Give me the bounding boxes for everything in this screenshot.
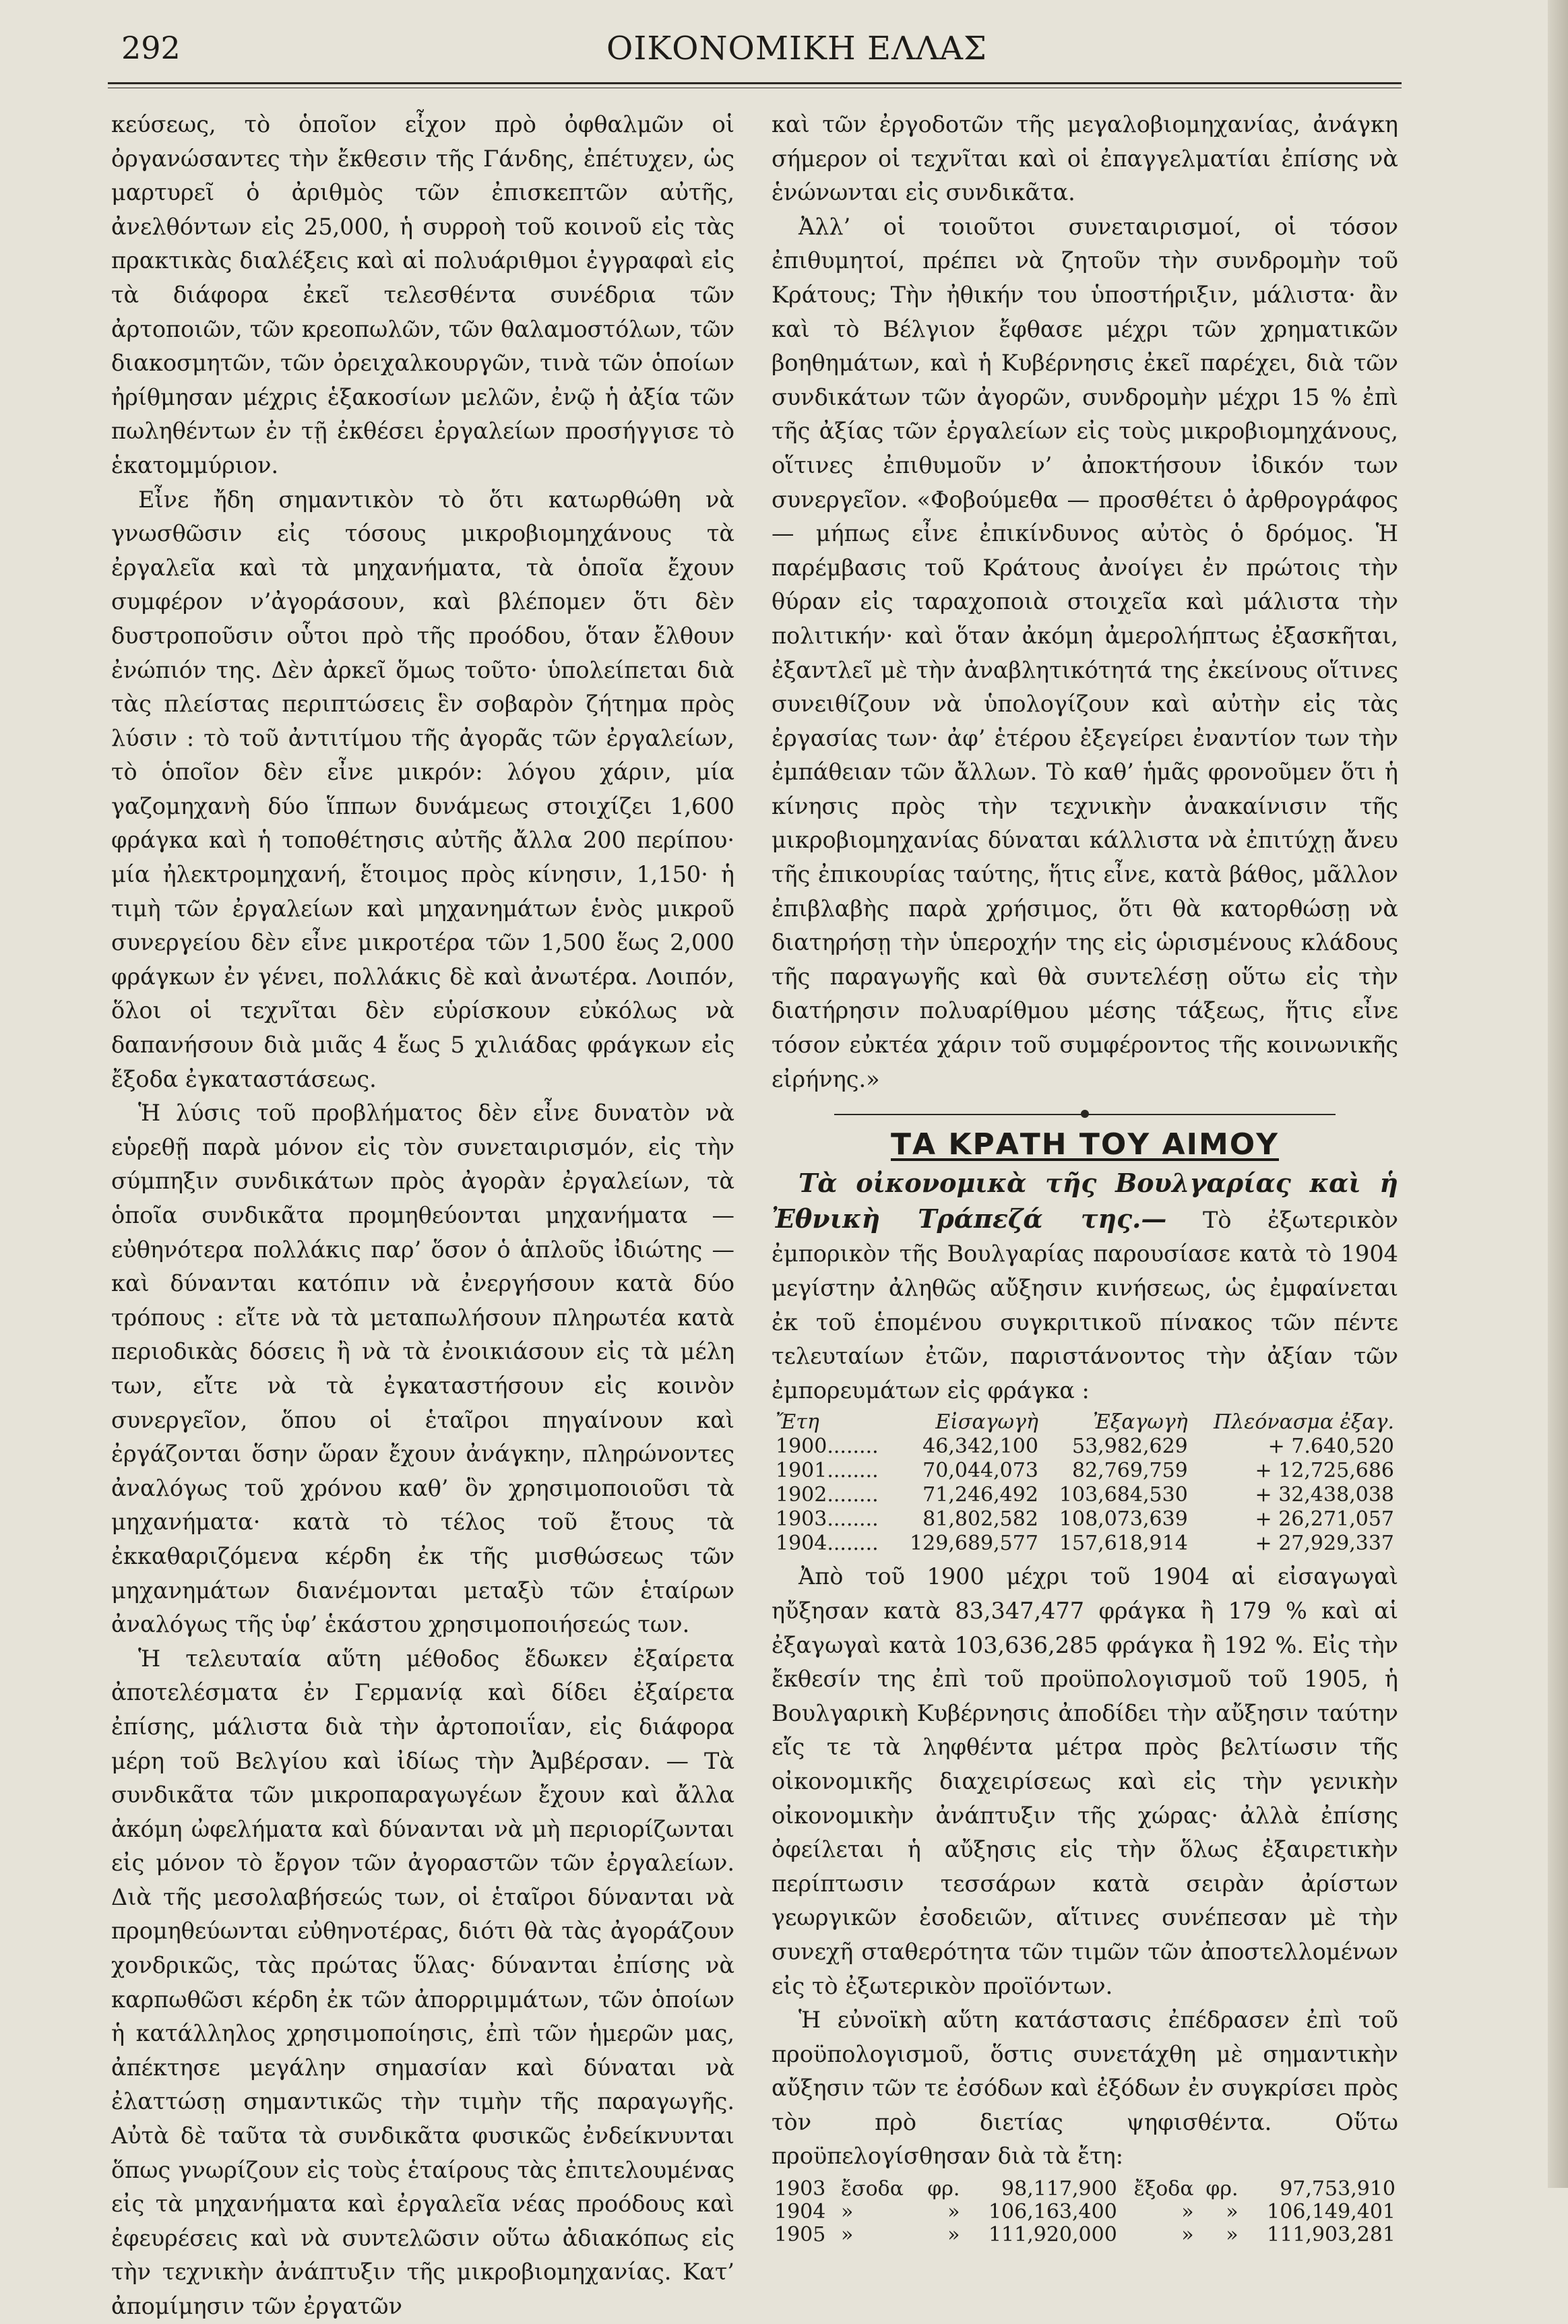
table-cell: 106,163,400 xyxy=(988,2200,1117,2224)
table-row xyxy=(772,1483,1398,1507)
table-cell: + 27,929,337 xyxy=(1255,1532,1394,1556)
table-cell: » xyxy=(1181,2223,1194,2247)
table-cell: 81,802,582 xyxy=(922,1507,1038,1532)
table-row xyxy=(772,1507,1398,1532)
table-cell: ἔξοδα xyxy=(1133,2177,1194,2201)
table-cell: 70,044,073 xyxy=(922,1459,1038,1483)
page-edge-shadow xyxy=(1548,0,1568,2188)
paragraph: κεύσεως, τὸ ὁποῖον εἶχον πρὸ ὀφθαλμῶν οἱ ὀργανώσαντες τὴν ἔκθεσιν τῆς Γάνδης, ἐπέτυχεν, ὡς μαρτυρεῖ ὁ ἀριθμὸς τῶν ἐπισκεπτῶν αὐτῆς, ἀνελθόντων εἰς 25,000, ἡ συρροὴ τοῦ κοινοῦ εἰς τὰς πρακτικὰς διαλέξεις καὶ αἱ πολυάριθμοι ἐγγραφαὶ εἰς τὰ διάφορα ἐκεῖ τελεσθέντα συνέδρια τῶν ἀρτοποιῶν, τῶν κρεοπωλῶν, τῶν θαλαμοστόλων, τῶν διακοσμητῶν, τῶν ὀρειχαλκουργῶν, τινὰ τῶν ὁποίων ἠρίθμησαν μέχρις ἑξακοσίων μελῶν, ἐνῷ ἡ ἀξία τῶν πωληθέντων ἐν τῇ ἐκθέσει ἐργαλείων προσήγγισε τὸ ἑκατομμύριον. xyxy=(111,111,734,478)
table-row xyxy=(772,2178,1398,2201)
table-cell: » xyxy=(841,2200,854,2224)
table-cell: + 26,271,057 xyxy=(1255,1507,1394,1532)
column-header: Εἰσαγωγὴ xyxy=(935,1410,1038,1435)
table-cell: 129,689,577 xyxy=(910,1532,1038,1556)
table-cell: 108,073,639 xyxy=(1059,1507,1188,1532)
table-cell: 1903 xyxy=(774,2177,826,2201)
table-row xyxy=(772,1435,1398,1459)
header-rule xyxy=(108,82,1402,84)
table-cell: 1901........ xyxy=(776,1459,879,1483)
paragraph: Ἀλλ’ οἱ τοιοῦτοι συνεταιρισμοί, οἱ τόσον ἐπιθυμητοί, πρέπει νὰ ζητοῦν τὴν συνδρομὴν τοῦ Κράτους; Τὴν ἠθικήν του ὑποστήριξιν, μάλιστα· ἂν καὶ τὸ Βέλγιον ἔφθασε μέχρι τῶν χρηματικῶν βοηθημάτων, καὶ ἡ Κυβέρνησις ἐκεῖ παρέχει, διὰ τῶν συνδικάτων τῶν ἀγορῶν, συνδρομὴν μέχρι 15 % ἐπὶ τῆς ἀξίας τῶν ἐργαλείων εἰς τοὺς μικροβιομηχάνους, οἵτινες ἐπιθυμοῦν ν’ ἀποκτήσουν ἰδικόν των συνεργεῖον. «Φοβούμεθα — προσθέτει ὁ ἀρθρογράφος — μήπως εἶνε ἐπικίνδυνος αὐτὸς ὁ δρόμος. Ἡ παρέμβασις τοῦ Κράτους ἀνοίγει ἐν πρώτοις τὴν θύραν εἰς ταραχοποιὰ στοιχεῖα καὶ μάλιστα τὴν πολιτικήν· καὶ ὅταν ἀκόμη ἀμερολήπτως ἐξασκῆται, ἐξαντλεῖ μὲ τὴν ἀναβλητικότητά της ἐκείνους οἵτινες συνειθίζουν νὰ ὑπολογίζουν καὶ αὐτὴν εἰς τὰς ἐργασίας των· ἀφ’ ἑτέρου ἐξεγείρει ἐναντίον των τὴν ἐμπάθειαν τῶν ἄλλων. Τὸ καθ’ ἡμᾶς φρονοῦμεν ὅτι ἡ κίνησις πρὸς τὴν τεχνικὴν ἀνακαίνισιν τῆς μικροβιομηχανίας δύναται κάλλιστα νὰ ἐπιτύχῃ ἄνευ τῆς ἐπικουρίας ταύτης, ἥτις εἶνε, κατὰ βάθος, μᾶλλον ἐπιβλαβὴς παρὰ χρήσιμος, ὅτι θὰ κατορθώσῃ νὰ διατηρήσῃ τὴν ὑπεροχήν της εἰς ὡρισμένους κλάδους τῆς παραγωγῆς καὶ θὰ συντελέσῃ οὕτω εἰς τὴν διατήρησιν πολυαρίθμου μέσης τάξεως, ἥτις εἶνε τόσον εὐκτέα χάριν τοῦ συμφέροντος τῆς κοινωνικῆς εἰρήνης.» xyxy=(772,213,1398,1092)
table-cell: » xyxy=(947,2223,960,2247)
table-cell: 1905 xyxy=(774,2223,826,2247)
table-cell: φρ. xyxy=(927,2177,960,2201)
table-row xyxy=(772,1532,1398,1556)
table-cell: 1902........ xyxy=(776,1483,879,1507)
paragraph: Εἶνε ἤδη σημαντικὸν τὸ ὅτι κατωρθώθη νὰ γνωσθῶσιν εἰς τόσους μικροβιομηχάνους τὰ ἐργαλεῖα καὶ τὰ μηχανήματα, τὰ ὁποῖα ἔχουν συμφέρον ν’ἀγοράσουν, καὶ βλέπομεν ὅτι δὲν δυστροποῦσιν οὗτοι πρὸ τῆς προόδου, ὅταν ἔλθουν ἐνώπιόν της. Δὲν ἀρκεῖ ὅμως τοῦτο· ὑπολείπεται διὰ τὰς πλείστας περιπτώσεις ἓν σοβαρὸν ζήτημα πρὸς λύσιν : τὸ τοῦ ἀντιτίμου τῆς ἀγορᾶς τῶν ἐργαλείων, τὸ ὁποῖον δὲν εἶνε μικρόν: λόγου χάριν, μία γαζομηχανὴ δύο ἵππων δυνάμεως στοιχίζει 1,600 φράγκα καὶ ἡ τοποθέτησις αὐτῆς ἄλλα 200 περίπου· μία ἠλεκτρομηχανή, ἕτοιμος πρὸς κίνησιν, 1,150· ἡ τιμὴ τῶν ἐργαλείων καὶ μηχανημάτων ἑνὸς μικροῦ συνεργείου δὲν εἶνε μικροτέρα τῶν 1,500 ἕως 2,000 φράγκων ἐν γένει, πολλάκις δὲ καὶ ἀνωτέρα. Λοιπόν, ὅλοι οἱ τεχνῖται δὲν εὑρίσκουν εὐκόλως νὰ δαπανήσουν διὰ μιᾶς 4 ἕως 5 χιλιάδας φράγκων εἰς ἔξοδα ἐγκαταστάσεως. xyxy=(111,486,734,1092)
table-cell: 157,618,914 xyxy=(1059,1532,1188,1556)
column-header: Ἔτη xyxy=(776,1410,819,1435)
table-cell: » xyxy=(1226,2200,1238,2224)
page-number: 292 xyxy=(121,30,181,66)
article-heading: Τὰ οἰκονομικὰ τῆς Βουλγαρίας καὶ ἡ Ἐθνικὴ Τράπεζά της.— xyxy=(772,1168,1398,1234)
table-cell: » xyxy=(1226,2223,1238,2247)
table-cell: 1903........ xyxy=(776,1507,879,1532)
table-cell: 111,903,281 xyxy=(1267,2223,1395,2247)
table-cell: 1904........ xyxy=(776,1532,879,1556)
table-cell: 103,684,530 xyxy=(1059,1483,1188,1507)
table-cell: » xyxy=(1181,2200,1194,2224)
trade-table xyxy=(772,1410,1398,1556)
table-row xyxy=(772,2224,1398,2247)
table-cell: 46,342,100 xyxy=(922,1435,1038,1459)
page-header xyxy=(121,30,1402,77)
table-header-row xyxy=(772,1410,1398,1435)
running-title: ΟΙΚΟΝΟΜΙΚΗ ΕΛΛΑΣ xyxy=(606,30,987,67)
table-cell: 111,920,000 xyxy=(988,2223,1117,2247)
article-intro: Τὸ ἐξωτερικὸν ἐμπορικὸν τῆς Βουλγαρίας παρουσίασε κατὰ τὸ 1904 μεγίστην ἀληθῶς αὔξησιν κινήσεως, ὡς ἐμφαίνεται ἐκ τοῦ ἑπομένου συγκριτικοῦ πίνακος τῶν πέντε τελευταίων ἐτῶν, παριστάνοντος τὴν ἀξίαν τῶν ἐμπορευμάτων εἰς φράγκα : xyxy=(772,1206,1398,1404)
table-cell: 1904 xyxy=(774,2200,826,2224)
table-cell: 53,982,629 xyxy=(1072,1435,1188,1459)
paragraph: Ἡ εὐνοϊκὴ αὕτη κατάστασις ἐπέδρασεν ἐπὶ τοῦ προϋπολογισμοῦ, ὅστις συνετάχθη μὲ σημαντικὴν αὔξησιν τῶν τε ἐσόδων καὶ ἐξόδων ἐν συγκρίσει πρὸς τὸν πρὸ διετίας ψηφισθέντα. Οὕτω προϋπελογίσθησαν διὰ τὰ ἔτη: xyxy=(772,2007,1398,2170)
table-row xyxy=(772,1459,1398,1483)
table-row xyxy=(772,2201,1398,2224)
table-cell: + 7.640,520 xyxy=(1267,1435,1394,1459)
section-divider xyxy=(772,1111,1398,1118)
table-cell: 97,753,910 xyxy=(1280,2177,1395,2201)
table-cell: » xyxy=(841,2223,854,2247)
section-title: ΤΑ ΚΡΑΤΗ ΤΟΥ ΑΙΜΟΥ xyxy=(890,1127,1279,1162)
table-cell: » xyxy=(947,2200,960,2224)
table-cell: 71,246,492 xyxy=(922,1483,1038,1507)
table-cell: 98,117,900 xyxy=(1001,2177,1117,2201)
table-cell: + 12,725,686 xyxy=(1255,1459,1394,1483)
column-header: Ἐξαγωγὴ xyxy=(1093,1410,1188,1435)
table-cell: 1900........ xyxy=(776,1435,879,1459)
table-cell: φρ. xyxy=(1205,2177,1238,2201)
budget-table xyxy=(772,2178,1398,2247)
column-header: Πλεόνασμα ἐξαγ. xyxy=(1214,1410,1394,1435)
paragraph: καὶ τῶν ἐργοδοτῶν τῆς μεγαλοβιομηχανίας, ἀνάγκη σήμερον οἱ τεχνῖται καὶ οἱ ἐπαγγελματίαι ἐπίσης νὰ ἑνώνωνται εἰς συνδικᾶτα. xyxy=(772,111,1398,206)
table-cell: ἔσοδα xyxy=(841,2177,904,2201)
paragraph: Ἡ λύσις τοῦ προβλήματος δὲν εἶνε δυνατὸν νὰ εὑρεθῇ παρὰ μόνον εἰς τὸν συνεταιρισμόν, εἰς τὴν σύμπηξιν συνδικάτων πρὸς ἀγορὰν ἐργαλείων, τὰ ὁποῖα συνδικᾶτα προμηθεύονται μηχανήματα — εὐθηνότερα πολλάκις παρ’ ὅσον ὁ ἁπλοῦς ἰδιώτης — καὶ δύνανται κατόπιν νὰ ἐνεργήσουν κατὰ δύο τρόπους : εἴτε νὰ τὰ μεταπωλήσουν πληρωτέα κατὰ περιοδικὰς δόσεις ἢ νὰ τὰ ἐνοικιάσουν εἰς τὰ μέλη των, εἴτε νὰ τὰ ἐγκαταστήσουν εἰς κοινὸν συνεργεῖον, ὅπου οἱ ἑταῖροι πηγαίνουν καὶ ἐργάζονται ὅσην ὥραν ἔχουν ἀνάγκην, πληρώνοντες ἀναλόγως τοῦ χρόνου καθ’ ὃν χρησιμοποιοῦσι τὰ μηχανήματα· κατὰ τὸ τέλος τοῦ ἔτους τὰ ἐκκαθαριζόμενα κέρδη ἐκ τῆς μισθώσεως τῶν μηχανημάτων διανέμονται μεταξὺ τῶν ἑταίρων ἀναλόγως τῆς ὑφ’ ἑκάστου χρησιμοποιήσεώς των. xyxy=(111,1100,734,1638)
table-cell: 82,769,759 xyxy=(1072,1459,1188,1483)
paragraph: Ἀπὸ τοῦ 1900 μέχρι τοῦ 1904 αἱ εἰσαγωγαὶ ηὔξησαν κατὰ 83,347,477 φράγκα ἢ 179 % καὶ αἱ ἐξαγωγαὶ κατὰ 103,636,285 φράγκα ἢ 192 %. Εἰς τὴν ἔκθεσίν της ἐπὶ τοῦ προϋπολογισμοῦ τοῦ 1905, ἡ Βουλγαρικὴ Κυβέρνησις ἀποδίδει τὴν αὔξησιν ταύτην εἴς τε τὰ ληφθέντα μέτρα πρὸς βελτίωσιν τῆς οἰκονομικῆς διαχειρίσεως καὶ εἰς τὴν γενικὴν οἰκονομικὴν ἀνάπτυξιν τῆς χώρας· ἀλλὰ ἐπίσης ὀφείλεται ἡ αὔξησις εἰς τὴν ὅλως ἐξαιρετικὴν περίπτωσιν τεσσάρων κατὰ σειρὰν ἀρίστων γεωργικῶν ἐσοδειῶν, αἵτινες συνέπεσαν μὲ τὴν συνεχῆ σταθερότητα τῶν τιμῶν τῶν ἀποστελλομένων εἰς τὸ ἐξωτερικὸν προϊόντων. xyxy=(772,1563,1398,1999)
left-column xyxy=(111,108,734,2324)
paragraph: Ἡ τελευταία αὕτη μέθοδος ἔδωκεν ἐξαίρετα ἀποτελέσματα ἐν Γερμανίᾳ καὶ δίδει ἐξαίρετα ἐπίσης, μάλιστα διὰ τὴν ἀρτοποιΐαν, εἰς διάφορα μέρη τοῦ Βελγίου καὶ ἰδίως τὴν Ἀμβέρσαν. — Τὰ συνδικᾶτα τῶν μικροπαραγωγέων ἔχουν καὶ ἄλλα ἀκόμη ὠφελήματα καὶ δύνανται νὰ μὴ περιορίζωνται εἰς μόνον τὸ ἔργον τῶν ἀγοραστῶν τῶν ἐργαλείων. Διὰ τῆς μεσολαβήσεώς των, οἱ ἑταῖροι δύνανται νὰ προμηθεύωνται εὐθηνοτέρας, διότι θὰ τὰς ἀγοράζουν χονδρικῶς, τὰς πρώτας ὕλας· δύνανται ἐπίσης νὰ καρπωθῶσι κέρδη ἐκ τῶν ἀπορριμμάτων, τῶν ὁποίων ἡ κατάλληλος χρησιμοποίησις, ἐπὶ τῶν ἡμερῶν μας, ἀπέκτησε μεγάλην σημασίαν καὶ δύναται νὰ ἐλαττώσῃ σημαντικῶς τὴν τιμὴν τῆς παραγωγῆς. Αὐτὰ δὲ ταῦτα τὰ συνδικᾶτα φυσικῶς ἐνδείκνυνται ὅπως γνωρίζουν εἰς τοὺς ἑταίρους τὰς ἐπιτελουμένας εἰς τὰ μηχανήματα καὶ ἐργαλεῖα νέας προόδους καὶ ἐφευρέσεις καὶ νὰ συντελῶσιν οὕτω ἀδιακόπως εἰς τὴν τεχνικὴν ἀνάπτυξιν τῆς μικροβιομηχανίας. Κατ’ ἀπομίμησιν τῶν ἐργατῶν xyxy=(111,1645,734,2319)
right-column xyxy=(772,108,1398,2247)
table-cell: 106,149,401 xyxy=(1267,2200,1395,2224)
table-cell: + 32,438,038 xyxy=(1255,1483,1394,1507)
